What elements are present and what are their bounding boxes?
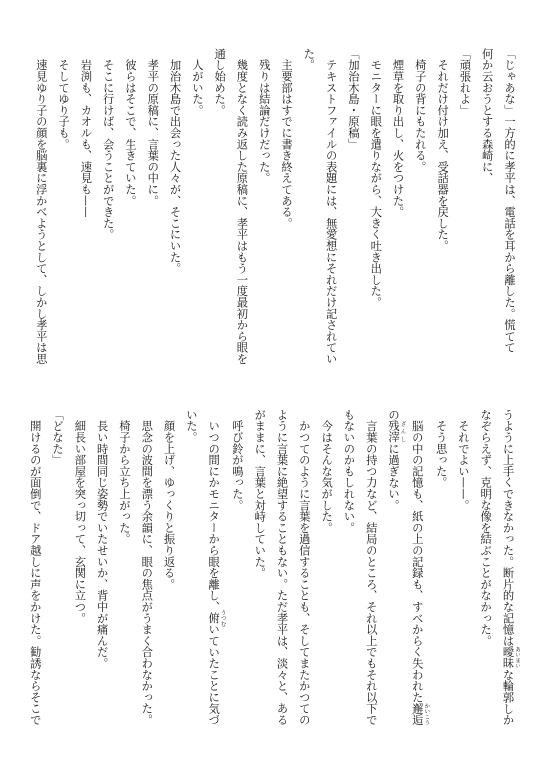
bottom-text-block xyxy=(29,409,520,739)
text-line xyxy=(135,409,157,739)
text-line xyxy=(386,48,408,378)
text-line xyxy=(68,409,90,739)
text-line xyxy=(113,409,135,739)
text-line xyxy=(119,48,141,378)
text-line xyxy=(186,48,208,378)
text-line xyxy=(141,48,163,378)
text-line xyxy=(74,48,96,378)
text-line xyxy=(226,409,248,739)
text-line xyxy=(275,48,297,378)
text-line xyxy=(96,48,118,378)
text-run: いた。 xyxy=(184,409,198,443)
text-run: そしてゆり子も。 xyxy=(57,48,71,150)
text-line xyxy=(409,48,431,378)
top-text-block xyxy=(29,48,520,378)
ruby-reading: かいこう xyxy=(423,702,430,726)
text-run: 主要部はすでに書き終えてある。 xyxy=(280,48,294,229)
ruby-reading: あいまい xyxy=(514,646,520,669)
text-run: それでよい——。 xyxy=(456,409,470,511)
text-line xyxy=(453,48,475,378)
ruby-word xyxy=(501,646,520,669)
text-line xyxy=(406,409,430,739)
text-run: がままに、言葉と対峙していた。 xyxy=(253,409,267,579)
text-run: そう思った。 xyxy=(434,409,448,489)
text-run: 「じゃあな」一方的に孝平は、電話を耳から離した。慌てて xyxy=(503,48,516,354)
text-run: 彼らはそこで、生きていた。 xyxy=(123,48,137,207)
text-line xyxy=(52,48,74,378)
text-line xyxy=(297,48,319,378)
text-line xyxy=(29,48,51,378)
text-line xyxy=(202,409,226,739)
text-run: 何か云おうとする森崎に、 xyxy=(480,48,494,184)
text-line xyxy=(90,409,112,739)
text-run: 脳の中の記憶も、紙の上の記録も、すべからく失われた xyxy=(410,409,424,703)
text-run: 今はそんな気がした。 xyxy=(320,409,334,534)
text-run: もないのかもしれない。 xyxy=(342,409,356,534)
text-run: に過ぎない。 xyxy=(387,442,401,511)
text-line xyxy=(319,48,341,378)
text-run: いつの間にかモニターから眼を離し、 xyxy=(207,409,221,613)
text-run: 開けるのが面倒で、ドア越しに声をかけた。勧誘ならそこで xyxy=(29,409,42,726)
ruby-word xyxy=(387,420,406,443)
text-line xyxy=(252,48,274,378)
text-run: 顔を上げ、ゆっくりと振り返る。 xyxy=(162,409,176,590)
text-line xyxy=(29,409,46,739)
text-line xyxy=(382,409,406,739)
text-run: 孝平の原稿に、言葉の中に。 xyxy=(146,48,160,207)
text-run: 言葉の持つ力など、結局のところ、それ以上でもそれ以下で xyxy=(364,409,378,726)
ruby-base: 曖昧 xyxy=(501,646,515,669)
text-run: た。 xyxy=(302,48,316,71)
text-line xyxy=(452,409,474,739)
ruby-reading: ざんし xyxy=(399,420,406,443)
ruby-reading: うつむ xyxy=(219,609,226,627)
text-line xyxy=(431,48,453,378)
text-run: それだけ付け加え、受話器を戻した。 xyxy=(436,48,450,252)
text-run: な輪郭しか xyxy=(501,668,515,726)
text-run: 加治木島で出会った人々が、そこにいた。 xyxy=(168,48,182,274)
text-run: 「頑張れよ」 xyxy=(458,48,472,116)
ruby-base: 邂逅 xyxy=(410,702,424,726)
text-run: 「どなた」 xyxy=(51,409,65,466)
ruby-word xyxy=(207,609,226,627)
text-run: テキストファイルの表題には、無愛想にそれだけ記されてい xyxy=(324,48,338,365)
text-line xyxy=(474,409,496,739)
text-line xyxy=(429,409,451,739)
ruby-word xyxy=(410,702,430,726)
text-run: 細長い部屋を突っ切って、玄関に立つ。 xyxy=(73,409,87,624)
text-run: うように上手くできなかった。断片的な記憶は xyxy=(501,409,515,647)
text-run: 煙草を取り出し、火をつけた。 xyxy=(391,48,405,218)
text-run: 椅子から立ち上がった。 xyxy=(117,409,131,545)
text-line xyxy=(342,48,364,378)
text-line xyxy=(364,48,386,378)
text-line xyxy=(270,409,292,739)
text-run: なぞらえず、克明な像を結ぶことがなかった。 xyxy=(479,409,493,647)
text-line xyxy=(208,48,230,378)
text-line xyxy=(475,48,497,378)
text-run: いていたことに気づ xyxy=(207,623,221,726)
text-line xyxy=(163,48,185,378)
ruby-base: 俯 xyxy=(207,609,221,627)
text-run: かつてのように言葉を過信することも、そしてまたかつての xyxy=(297,409,311,726)
ruby-base: 残滓 xyxy=(387,420,401,443)
text-run: 長い時間同じ姿勢でいたせいか、背中が痛んだ。 xyxy=(95,409,109,669)
text-line xyxy=(230,48,252,378)
text-run: モニターに眼を遣りながら、大きく吐き出した。 xyxy=(369,48,383,308)
text-run: 呼び鈴が鳴った。 xyxy=(230,409,244,511)
text-line xyxy=(157,409,179,739)
text-run: そこに行けば、会うことができた。 xyxy=(101,48,115,241)
text-run: 岩渕も、カオルも、速見も—— xyxy=(79,48,93,218)
text-line xyxy=(359,409,381,739)
text-run: 思念の波間を漂う余韻に、眼の焦点がうまく合わなかった。 xyxy=(140,409,154,726)
text-line xyxy=(248,409,270,739)
text-run: ように言葉に絶望することもない。ただ孝平は、淡々と、ある xyxy=(275,409,289,726)
text-line xyxy=(315,409,337,739)
text-line xyxy=(498,48,520,378)
text-line xyxy=(337,409,359,739)
text-run: 幾度となく読み返した原稿に、孝平はもう一度最初から眼を xyxy=(235,48,249,365)
text-line xyxy=(293,409,315,739)
text-line xyxy=(180,409,202,739)
text-line xyxy=(496,409,520,739)
text-line xyxy=(46,409,68,739)
text-run: 通し始めた。 xyxy=(213,48,227,116)
text-run: 人がいた。 xyxy=(190,48,204,116)
text-run: 残りは結論だけだった。 xyxy=(257,48,271,184)
text-run: の xyxy=(387,409,401,421)
text-run: 椅子の背にもたれる。 xyxy=(413,48,427,173)
text-run: 速見ゆり子の顔を脳裏に浮かべようとして、しかし孝平は思 xyxy=(34,48,48,365)
text-run: 「加治木島・原稿」 xyxy=(346,48,360,150)
